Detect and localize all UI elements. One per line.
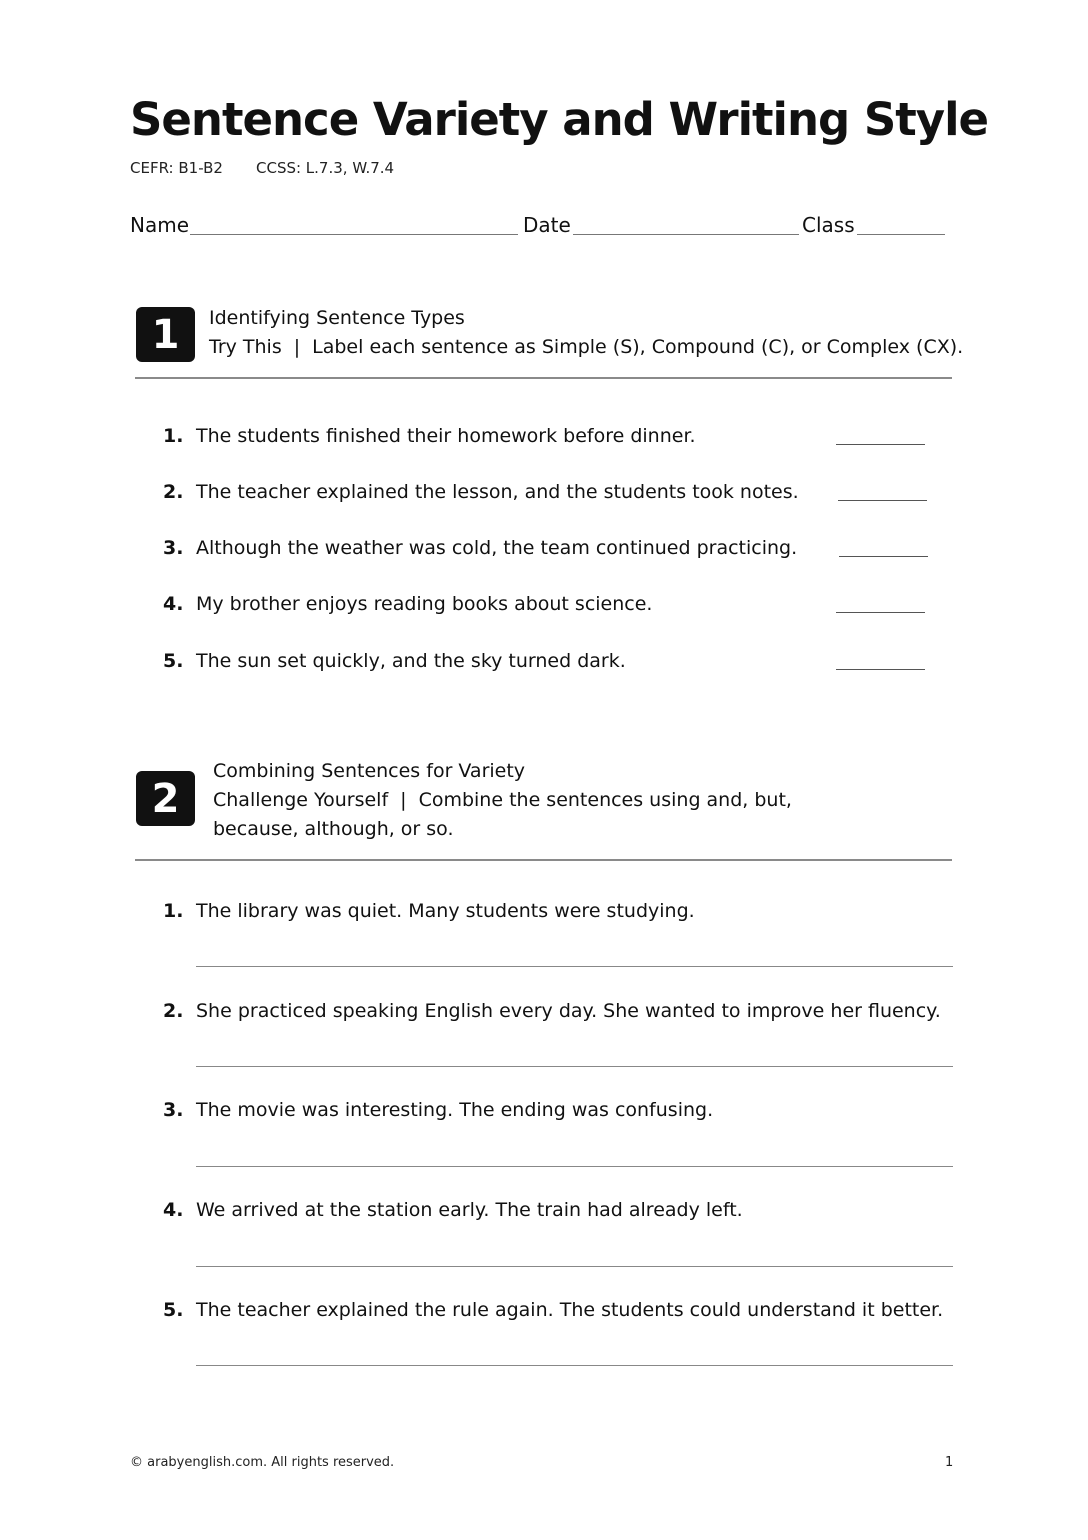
answer-line[interactable] [196, 966, 953, 967]
list-item [163, 1099, 713, 1121]
cefr-level: CEFR: B1-B2 [130, 159, 223, 177]
item-number: 2. [163, 1000, 184, 1022]
item-sentence: The teacher explained the lesson, and the students took notes. [196, 481, 799, 503]
list-item [163, 650, 626, 672]
item-number: 4. [163, 1199, 184, 1221]
page-number: 1 [945, 1455, 954, 1470]
list-item [163, 1000, 941, 1022]
section-divider [135, 859, 952, 861]
section-instruction [209, 333, 964, 362]
section-number-badge: 1 [136, 307, 195, 362]
instruction-text: Label each sentence as Simple (S), Compound (C), or Complex (CX). [312, 336, 964, 358]
item-number: 3. [163, 1099, 184, 1121]
item-sentence: Although the weather was cold, the team continued practicing. [196, 537, 798, 559]
date-field[interactable] [573, 234, 799, 235]
answer-line[interactable] [196, 1066, 953, 1067]
section-instruction [213, 786, 883, 844]
item-number: 3. [163, 537, 184, 559]
list-item [163, 1199, 743, 1221]
answer-line[interactable] [196, 1166, 953, 1167]
section-label: Challenge Yourself [213, 789, 389, 811]
item-number: 5. [163, 1299, 184, 1321]
name-label: Name [130, 213, 190, 237]
section-label: Try This [209, 336, 282, 358]
answer-blank[interactable] [838, 500, 927, 501]
item-number: 4. [163, 593, 184, 615]
date-label: Date [523, 213, 571, 237]
item-sentence: The students finished their homework before dinner. [196, 425, 696, 447]
item-sentence: We arrived at the station early. The train had already left. [196, 1199, 743, 1221]
item-sentence: The movie was interesting. The ending was confusing. [196, 1099, 714, 1121]
separator: | [293, 336, 301, 358]
item-sentence: The sun set quickly, and the sky turned dark. [196, 650, 626, 672]
class-field[interactable] [857, 234, 945, 235]
separator: | [400, 789, 407, 811]
list-item [163, 1299, 943, 1321]
item-sentence: The library was quiet. Many students were studying. [196, 900, 695, 922]
section-title: Identifying Sentence Types [209, 307, 465, 329]
item-number: 2. [163, 481, 184, 503]
answer-blank[interactable] [839, 556, 928, 557]
list-item [163, 900, 695, 922]
section-title: Combining Sentences for Variety [213, 760, 526, 782]
item-sentence: My brother enjoys reading books about science. [196, 593, 653, 615]
instruction-text: Combine the sentences using and, but, because, although, or so. [213, 789, 792, 840]
list-item [163, 593, 652, 615]
answer-line[interactable] [196, 1365, 953, 1366]
list-item [163, 481, 799, 503]
item-number: 5. [163, 650, 184, 672]
ccss-standards: CCSS: L.7.3, W.7.4 [256, 159, 395, 177]
item-sentence: The teacher explained the rule again. The students could understand it better. [196, 1299, 944, 1321]
item-sentence: She practiced speaking English every day. She wanted to improve her fluency. [196, 1000, 941, 1022]
item-number: 1. [163, 425, 184, 447]
section-divider [135, 377, 952, 379]
answer-blank[interactable] [836, 444, 925, 445]
answer-blank[interactable] [836, 669, 925, 670]
name-field[interactable] [190, 234, 518, 235]
section-number-badge: 2 [136, 771, 195, 826]
list-item [163, 537, 797, 559]
copyright-notice: © arabyenglish.com. All rights reserved. [130, 1455, 395, 1470]
answer-blank[interactable] [836, 612, 925, 613]
page-title: Sentence Variety and Writing Style [130, 93, 989, 146]
list-item [163, 425, 696, 447]
answer-line[interactable] [196, 1266, 953, 1267]
item-number: 1. [163, 900, 184, 922]
class-label: Class [802, 213, 855, 237]
